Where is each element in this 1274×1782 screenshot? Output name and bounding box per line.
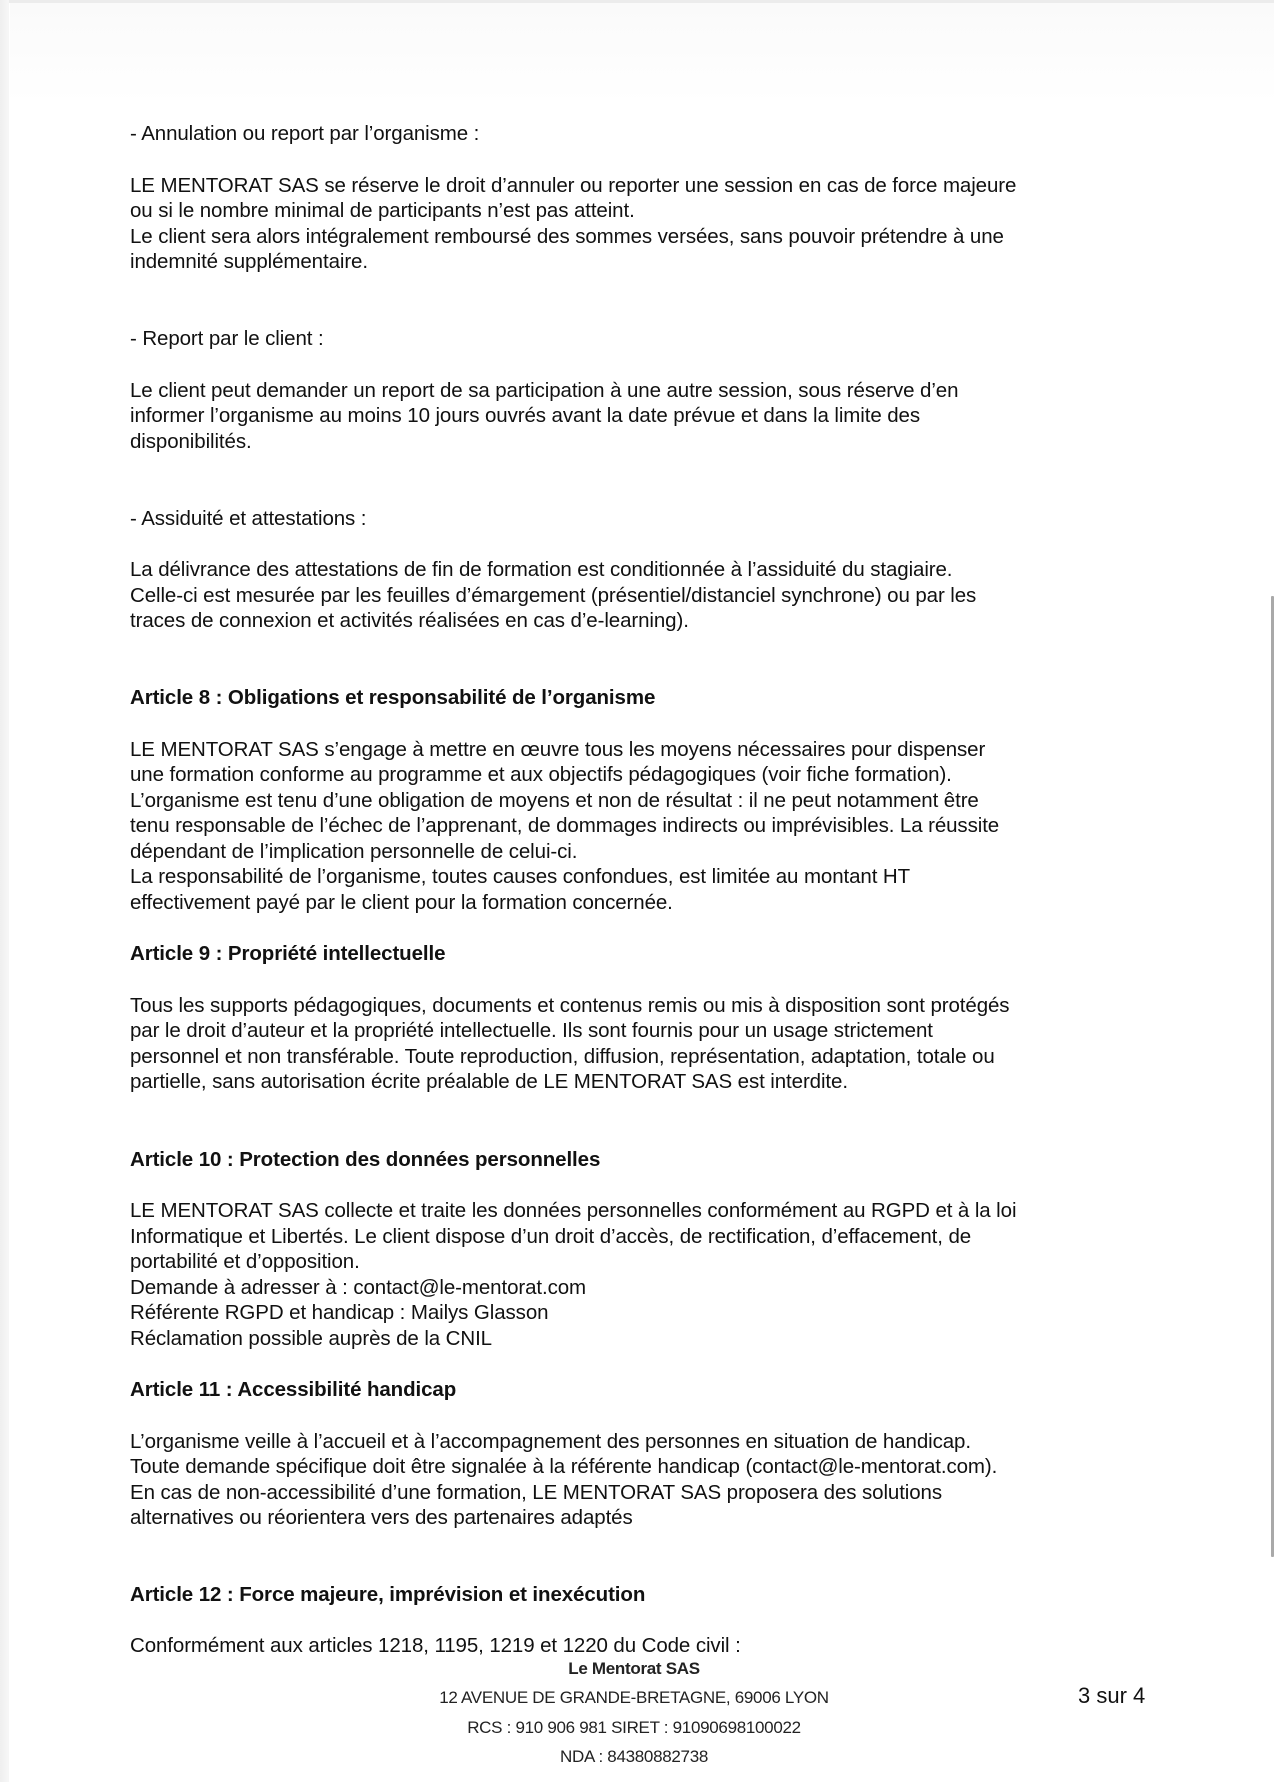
paragraph-line: ou si le nombre minimal de participants n’est pas atteint. [130, 199, 635, 222]
paragraph-line: effectivement payé par le client pour la formation concernée. [130, 891, 673, 914]
article-12-heading: Article 12 : Force majeure, imprévision et inexécution [130, 1583, 646, 1606]
footer-company-name: Le Mentorat SAS [568, 1659, 700, 1678]
paragraph-line: Informatique et Libertés. Le client dispose d’un droit d’accès, de rectification, d’effacement, de [130, 1225, 972, 1248]
paragraph-line: une formation conforme au programme et aux objectifs pédagogiques (voir fiche formation). [130, 763, 952, 786]
paragraph-line: alternatives ou réorientera vers des partenaires adaptés [130, 1506, 633, 1529]
paragraph-line: dépendant de l’implication personnelle de celui-ci. [130, 840, 578, 863]
paragraph-line: Conformément aux articles 1218, 1195, 1219 et 1220 du Code civil : [130, 1634, 741, 1657]
paragraph-line: LE MENTORAT SAS se réserve le droit d’annuler ou reporter une session en cas de force majeure [130, 174, 1017, 197]
paragraph-line: En cas de non-accessibilité d’une formation, LE MENTORAT SAS proposera des solutions [130, 1481, 943, 1504]
paragraph-line: Tous les supports pédagogiques, documents et contenus remis ou mis à disposition sont protégés [130, 994, 1010, 1017]
paragraph-line: Référente RGPD et handicap : Mailys Glasson [130, 1301, 549, 1324]
article-11-heading: Article 11 : Accessibilité handicap [130, 1378, 457, 1401]
footer-registration: RCS : 910 906 981 SIRET : 91090698100022 [467, 1718, 801, 1737]
paragraph-line: portabilité et d’opposition. [130, 1250, 360, 1273]
paragraph-line: partielle, sans autorisation écrite préalable de LE MENTORAT SAS est interdite. [130, 1070, 848, 1093]
paragraph-line: Le client sera alors intégralement remboursé des sommes versées, sans pouvoir prétendre à une [130, 225, 1004, 248]
article-10-heading: Article 10 : Protection des données personnelles [130, 1148, 601, 1171]
paragraph-line: Demande à adresser à : contact@le-mentorat.com [130, 1276, 587, 1299]
section-heading-report-client: - Report par le client : [130, 327, 324, 350]
paragraph-line: La responsabilité de l’organisme, toutes causes confondues, est limitée au montant HT [130, 865, 911, 888]
paragraph-line: indemnité supplémentaire. [130, 250, 368, 273]
paragraph-line: tenu responsable de l’échec de l’apprenant, de dommages indirects ou imprévisibles. La réussite [130, 814, 1000, 837]
paragraph-line: traces de connexion et activités réalisées en cas d’e-learning). [130, 609, 689, 632]
paragraph-line: L’organisme est tenu d’une obligation de moyens et non de résultat : il ne peut notamment être [130, 789, 979, 812]
page-number: 3 sur 4 [1078, 1683, 1146, 1708]
paragraph-line: LE MENTORAT SAS collecte et traite les données personnelles conformément au RGPD et à la loi [130, 1199, 1017, 1222]
paragraph-line: Toute demande spécifique doit être signalée à la référente handicap (contact@le-mentorat.com). [130, 1455, 998, 1478]
page-left-edge [0, 0, 9, 1782]
paragraph-line: par le droit d’auteur et la propriété intellectuelle. Ils sont fournis pour un usage strictement [130, 1019, 933, 1042]
footer-address: 12 AVENUE DE GRANDE-BRETAGNE, 69006 LYON [439, 1688, 829, 1707]
paragraph-line: personnel et non transférable. Toute reproduction, diffusion, représentation, adaptation, totale ou [130, 1045, 995, 1068]
paragraph-line: Le client peut demander un report de sa participation à une autre session, sous réserve d’en [130, 379, 959, 402]
footer-nda: NDA : 84380882738 [559, 1747, 709, 1766]
paragraph-line: disponibilités. [130, 430, 252, 453]
article-8-heading: Article 8 : Obligations et responsabilité de l’organisme [130, 686, 656, 709]
paragraph-line: LE MENTORAT SAS s’engage à mettre en œuvre tous les moyens nécessaires pour dispenser [130, 738, 986, 761]
section-heading-assiduite: - Assiduité et attestations : [130, 507, 367, 530]
article-9-heading: Article 9 : Propriété intellectuelle [130, 942, 446, 965]
page-top-shade [10, 3, 1274, 103]
section-heading-annulation: - Annulation ou report par l’organisme : [130, 122, 480, 145]
paragraph-line: Réclamation possible auprès de la CNIL [130, 1327, 492, 1350]
paragraph-line: Celle-ci est mesurée par les feuilles d’émargement (présentiel/distanciel synchrone) ou par les [130, 584, 977, 607]
paragraph-line: La délivrance des attestations de fin de formation est conditionnée à l’assiduité du stagiaire. [130, 558, 953, 581]
paragraph-line: L’organisme veille à l’accueil et à l’accompagnement des personnes en situation de handicap. [130, 1430, 971, 1453]
paragraph-line: informer l’organisme au moins 10 jours ouvrés avant la date prévue et dans la limite des [130, 404, 920, 427]
